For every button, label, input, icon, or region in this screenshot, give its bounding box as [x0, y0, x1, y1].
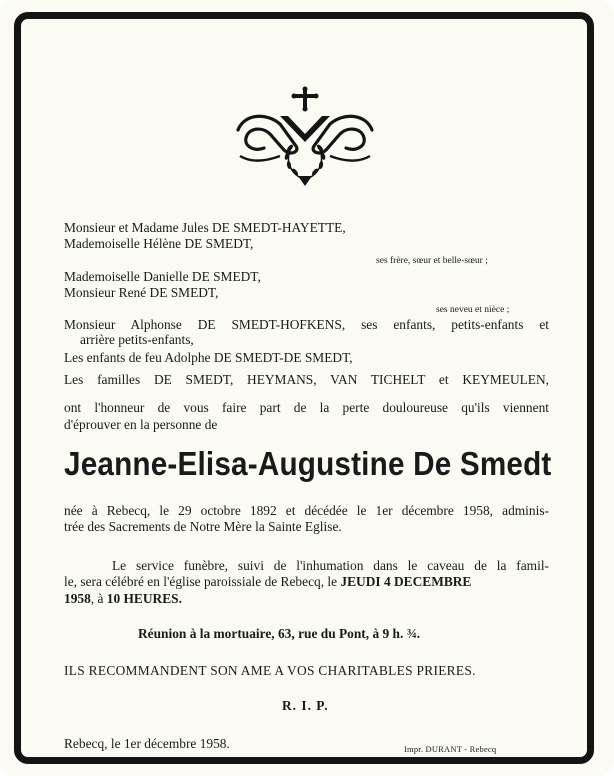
relative-line: Monsieur Alphonse DE SMEDT-HOFKENS, ses enfants, petits-enfants et [64, 317, 549, 332]
relative-line: Mademoiselle Danielle DE SMEDT, [64, 269, 261, 284]
service-date: JEUDI 4 DECEMBRE [340, 574, 472, 589]
printer-credit: Impr. DURANT - Rebecq [404, 744, 497, 754]
service-line: Le service funèbre, suivi de l'inhumation dans le caveau de la famil- [112, 558, 549, 573]
service-line: le, sera célébré en l'église paroissiale de Rebecq, le JEUDI 4 DECEMBRE [64, 574, 472, 589]
relation-note: ses neveu et nièce ; [436, 305, 510, 315]
relative-line: Les enfants de feu Adolphe DE SMEDT-DE SMEDT, [64, 350, 353, 365]
details-line: trée des Sacrements de Notre Mère la Sainte Eglise. [64, 519, 342, 534]
recommendation-line: ILS RECOMMANDENT SON AME A VOS CHARITABLES PRIERES. [64, 663, 476, 678]
deceased-name: Jeanne-Elisa-Augustine De Smedt [64, 445, 552, 482]
relative-line: Les familles DE SMEDT, HEYMANS, VAN TICHELT et KEYMEULEN, [64, 372, 549, 387]
relative-line: arrière petits-enfants, [80, 332, 194, 347]
rip-line: R. I. P. [282, 698, 329, 713]
announcement-line: d'éprouver en la personne de [64, 417, 218, 432]
relation-note: ses frère, sœur et belle-sœur ; [376, 256, 488, 266]
service-year: 1958 [64, 591, 91, 606]
relative-line: Mademoiselle Hélène DE SMEDT, [64, 236, 254, 251]
cross-emblem-icon [230, 86, 380, 192]
reunion-line: Réunion à la mortuaire, 63, rue du Pont, à 9 h. ¾. [138, 626, 421, 641]
place-date: Rebecq, le 1er décembre 1958. [64, 736, 230, 751]
details-line: née à Rebecq, le 29 octobre 1892 et décédée le 1er décembre 1958, adminis- [64, 503, 549, 518]
service-line: 1958, à 10 HEURES. [64, 591, 182, 606]
relative-line: Monsieur René DE SMEDT, [64, 285, 219, 300]
service-time: 10 HEURES. [106, 591, 182, 606]
relative-line: Monsieur et Madame Jules DE SMEDT-HAYETTE, [64, 220, 346, 235]
announcement-line: ont l'honneur de vous faire part de la perte douloureuse qu'ils viennent [64, 400, 549, 415]
